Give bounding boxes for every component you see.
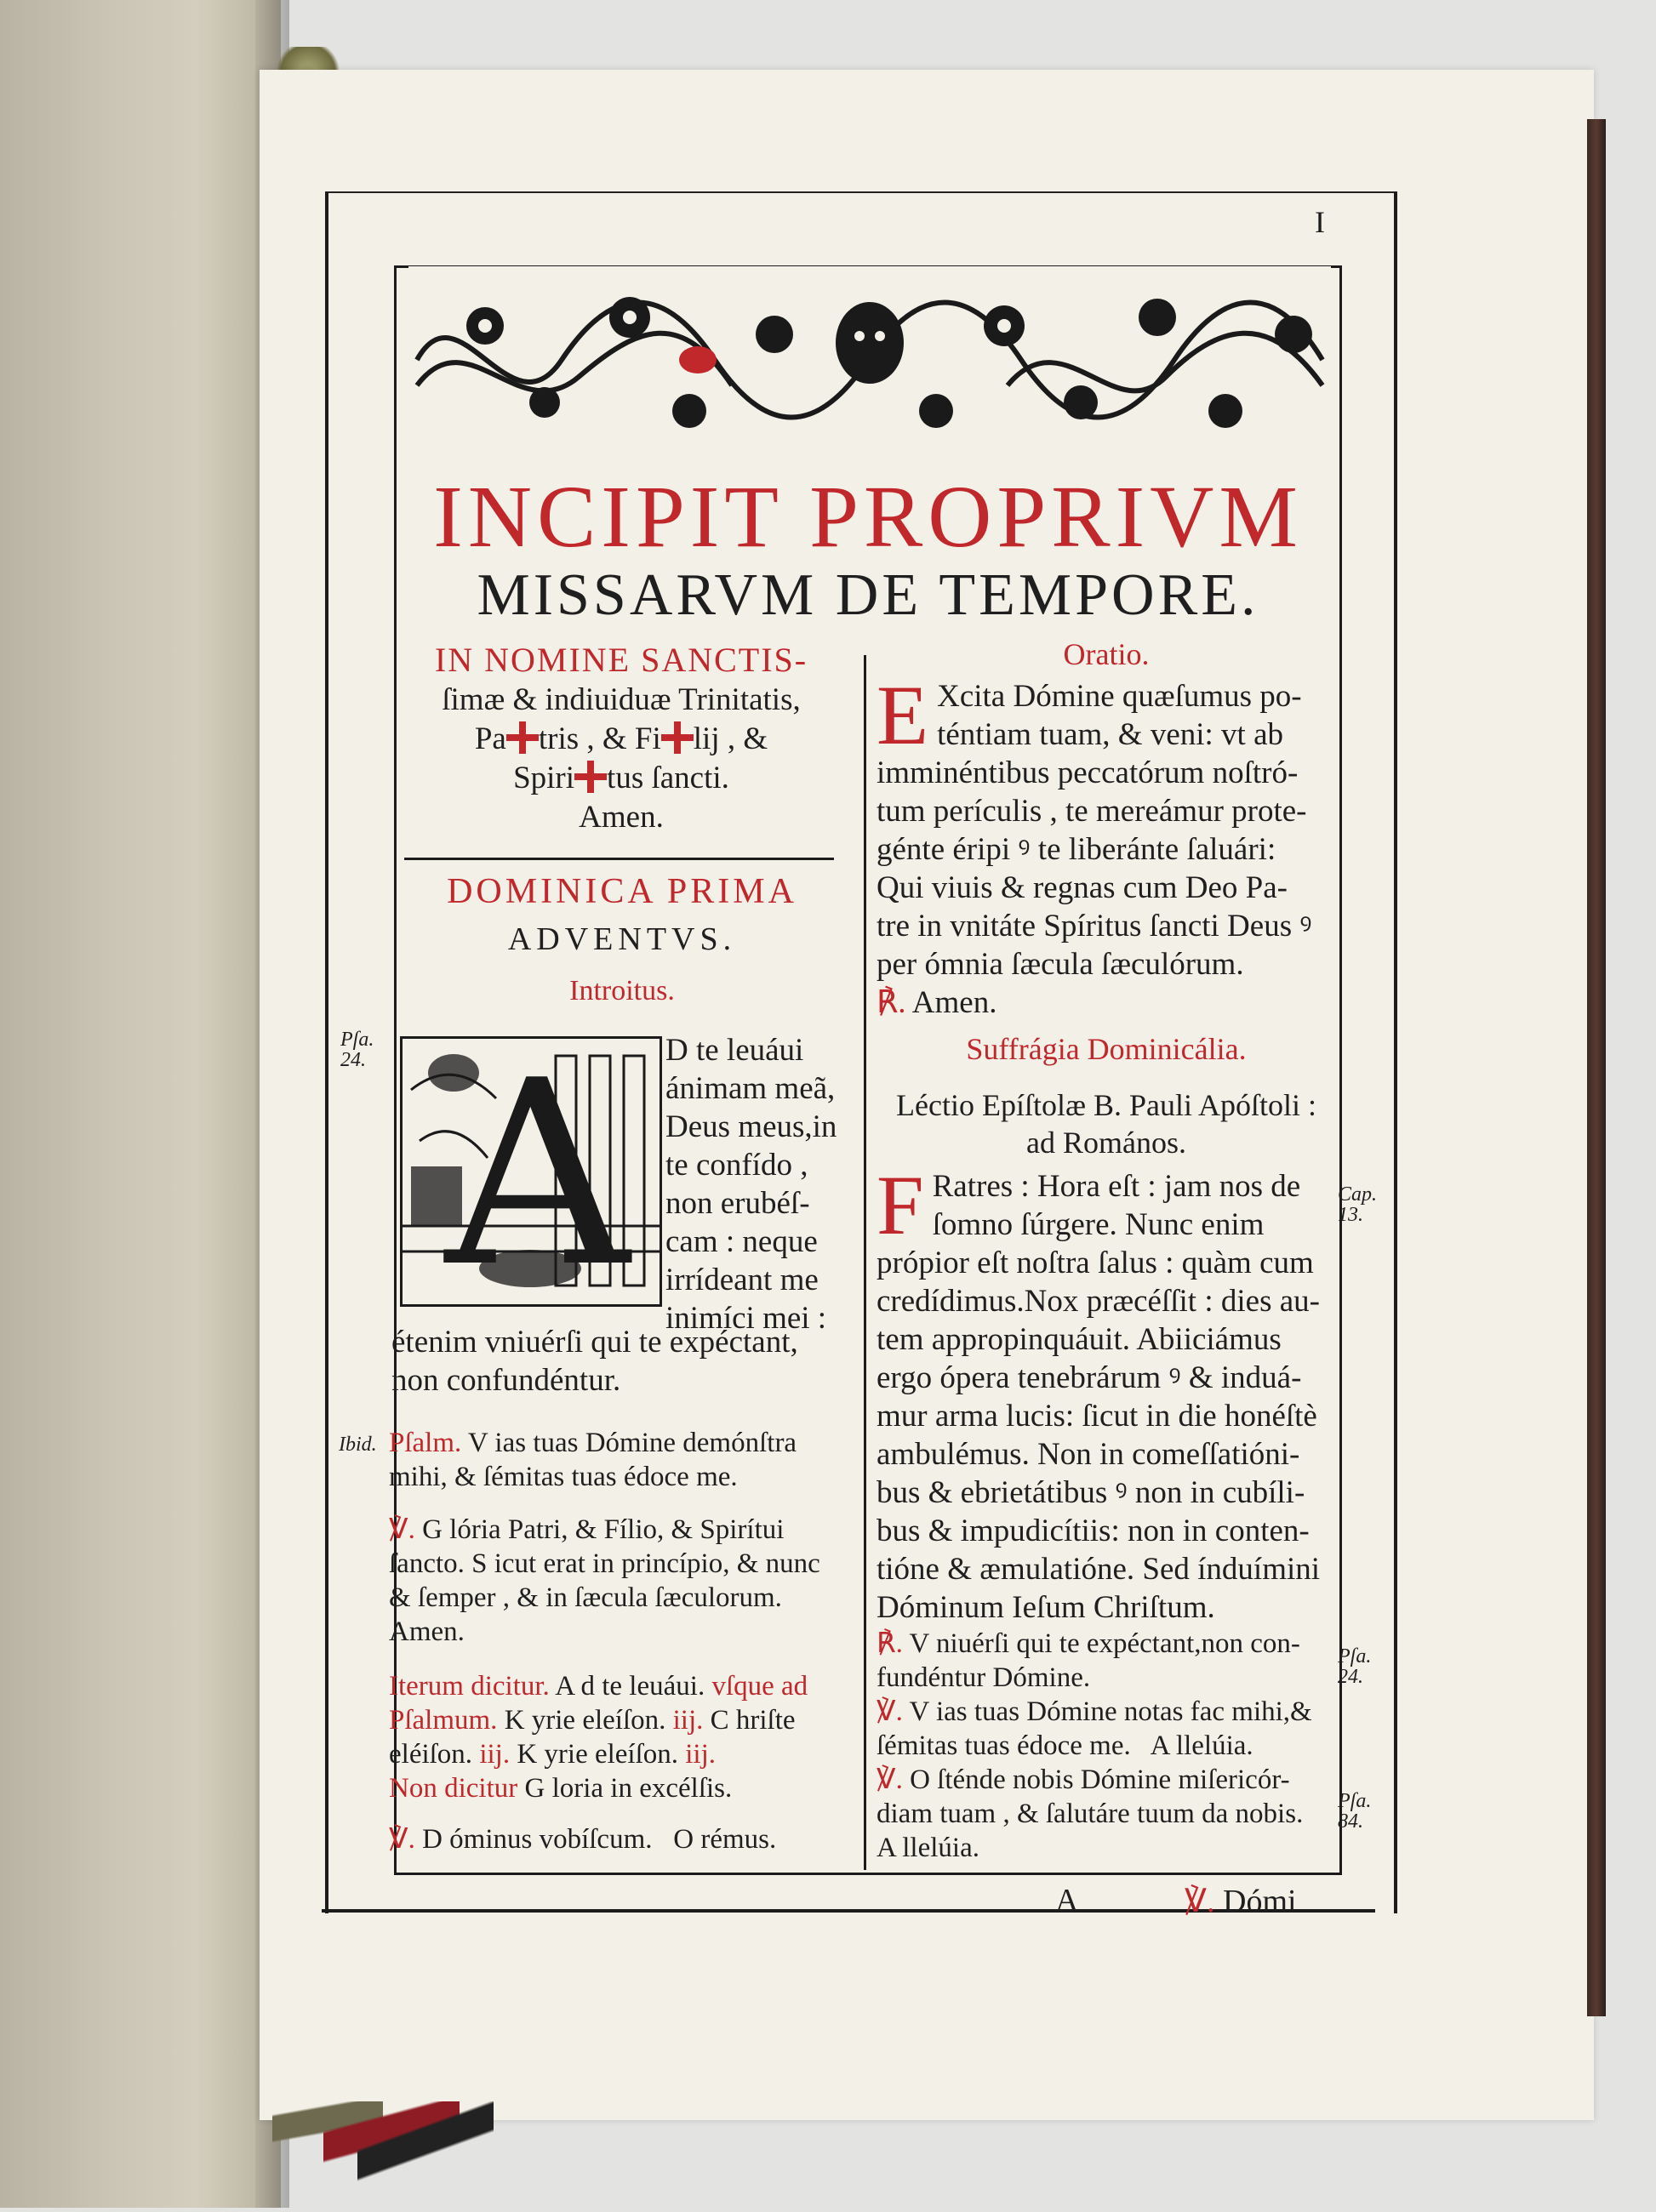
- drop-cap: E: [877, 668, 929, 762]
- rubric: Non dicitur: [389, 1773, 518, 1804]
- rubric: iij.: [479, 1739, 511, 1770]
- rubric-text: K yrie eleíſon.: [517, 1739, 679, 1770]
- text-line: te confído ,: [665, 1148, 808, 1183]
- rubric-text: G loria in excélſis.: [524, 1773, 733, 1804]
- amen-text: Amen.: [911, 985, 997, 1020]
- oratio-text: [877, 668, 1336, 1022]
- introitus-heading: Introitus.: [569, 975, 675, 1006]
- cross-icon: [506, 721, 539, 754]
- alleluia: A llelúia.: [877, 1833, 979, 1863]
- rubric: iij.: [672, 1705, 704, 1736]
- signature-mark: A: [1055, 1883, 1079, 1918]
- invocation-word: Spiri: [513, 761, 575, 795]
- dominica-subheading: ADVENTVS.: [507, 921, 737, 957]
- text-line: tum perículis , te mereámur prote-: [877, 794, 1307, 829]
- text-line: non erubéſ-: [665, 1186, 810, 1221]
- text-line: génte éripi ꝰ te liberánte ſaluári:: [877, 832, 1276, 867]
- text-line: non confundéntur.: [391, 1363, 621, 1398]
- text-line: ergo ópera tenebrárum ꝰ & induá-: [877, 1360, 1302, 1395]
- margin-note-text: Pſa.: [1338, 1645, 1372, 1668]
- epistle-text: [877, 1158, 1336, 1627]
- invocation-word: Pa: [474, 721, 506, 756]
- catchword-text: Dómi: [1223, 1884, 1297, 1919]
- text-line: mur arma lucis: ſicut in die honéſtè: [877, 1399, 1317, 1434]
- text-line: ánimam meã,: [665, 1071, 836, 1106]
- text-line: Xcita Dómine quæſumus po-: [937, 679, 1302, 714]
- invocation: [400, 640, 842, 837]
- graduale-text: V ias tuas Dómine notas fac mihi,&: [909, 1696, 1312, 1727]
- text-line: própior eſt noſtra ſalus : quàm cum: [877, 1246, 1314, 1280]
- text-line: tre in vnitáte Spíritus ſancti Deus ꝰ: [877, 909, 1312, 944]
- text-line: téntiam tuam, & veni: vt ab: [937, 717, 1284, 752]
- margin-note-ibid: Ibid.: [339, 1434, 377, 1456]
- introitus-continuation: [391, 1323, 842, 1400]
- margin-note-cap13: [1338, 1184, 1377, 1225]
- text-line: credídimus.Nox præcéſſit : dies au-: [877, 1284, 1320, 1319]
- psalm-label: Pſalm.: [389, 1428, 462, 1458]
- text-line: cam : neque: [665, 1224, 818, 1259]
- invocation-amen: Amen.: [579, 800, 664, 835]
- text-line: irrídeant me: [665, 1263, 819, 1297]
- graduale: [877, 1627, 1336, 1865]
- introitus-text: [665, 1031, 842, 1337]
- graduale-text: diam tuam , & ſalutáre tuum da nobis.: [877, 1799, 1304, 1829]
- margin-note-psa24-right: [1338, 1646, 1371, 1687]
- ribbon-marker: [357, 2101, 494, 2212]
- book-spine: [0, 0, 281, 2208]
- margin-note-text: 24.: [1338, 1666, 1363, 1688]
- rubric: Iterum dicitur.: [389, 1671, 550, 1702]
- graduale-text: ſémitas tuas édoce me.: [877, 1730, 1131, 1761]
- text-line: per ómnia ſæcula ſæculórum.: [877, 947, 1244, 982]
- psalm-text: V ias tuas Dómine demónſtra: [467, 1428, 797, 1458]
- gloria-text: ſancto. S icut erat in princípio, & nunc: [389, 1548, 820, 1579]
- rubric-text: C hriſte: [710, 1705, 796, 1736]
- text-line: Ratres : Hora eſt : jam nos de: [932, 1169, 1301, 1204]
- text-line: étenim vniuérſi qui te expéctant,: [391, 1325, 798, 1360]
- psalm-verse: [389, 1426, 848, 1494]
- cross-icon: [574, 761, 607, 793]
- text-line: D te leuáui: [665, 1033, 804, 1068]
- invocation-line: [400, 720, 842, 759]
- versicle-mark: ℣.: [389, 1514, 415, 1545]
- invocation-heading: IN NOMINE SANCTIS-: [434, 641, 808, 679]
- text-line: bus & impudicítiis: non in conten-: [877, 1514, 1310, 1548]
- catchword: [1185, 1882, 1297, 1920]
- response-mark: ℟.: [877, 1628, 903, 1659]
- suffragia-heading: Suffrágia Dominicália.: [966, 1032, 1247, 1066]
- rubric-text: A d te leuáui.: [555, 1671, 705, 1702]
- text-line: tem appropinquáuit. Abiiciámus: [877, 1322, 1282, 1357]
- rubric: iij.: [685, 1739, 717, 1770]
- margin-note-text: 24.: [340, 1049, 366, 1071]
- dominus-text: D óminus vobíſcum.: [422, 1824, 653, 1855]
- rubric-text: eléiſon.: [389, 1739, 473, 1770]
- ornamental-headpiece: [408, 266, 1331, 453]
- versicle-mark: ℣.: [389, 1824, 415, 1855]
- graduale-text: O ſténde nobis Dómine miſericór-: [910, 1764, 1290, 1795]
- oratio-heading: Oratio.: [1063, 637, 1150, 671]
- text-line: Dóminum Ieſum Chriſtum.: [877, 1590, 1215, 1625]
- initial-letter: A: [445, 1036, 630, 1307]
- rubric-text: K yrie eleíſon.: [504, 1705, 666, 1736]
- gloria-patri: [389, 1513, 848, 1649]
- text-line: imminéntibus peccatórum noſtró-: [877, 755, 1299, 790]
- text-line: bus & ebrietátibus ꝰ non in cubíli-: [877, 1475, 1305, 1510]
- text-line: Deus meus,in: [665, 1109, 837, 1144]
- versicle-mark: ℣.: [877, 1764, 903, 1795]
- margin-note-text: 84.: [1338, 1810, 1363, 1833]
- iterum-rubric: [389, 1669, 848, 1805]
- margin-note-text: Pſa.: [340, 1029, 374, 1051]
- alleluia: A llelúia.: [1150, 1730, 1253, 1761]
- cross-icon: [661, 721, 694, 754]
- versicle-mark: ℣.: [877, 1696, 903, 1727]
- invocation-line: ſimæ & indiuiduæ Trinitatis,: [442, 682, 801, 717]
- margin-note-text: Cap.: [1338, 1183, 1378, 1206]
- title-line-1: INCIPIT PROPRIVM: [433, 468, 1303, 566]
- gloria-text: G lória Patri, & Fílio, & Spirítui: [422, 1514, 785, 1545]
- invocation-word: lij , &: [693, 721, 768, 756]
- woodcut-initial: [400, 1036, 662, 1307]
- margin-note-text: 13.: [1338, 1204, 1363, 1226]
- rubric: Pſalmum.: [389, 1705, 498, 1736]
- lectio-line: Léctio Epíſtolæ B. Pauli Apóſtoli :: [896, 1088, 1316, 1122]
- page-number: I: [1315, 205, 1325, 239]
- gloria-text: Amen.: [389, 1616, 465, 1647]
- graduale-text: V niuérſi qui te expéctant,non con-: [909, 1628, 1300, 1659]
- lectio-heading: [877, 1086, 1336, 1161]
- versicle-mark: ℣.: [1185, 1884, 1215, 1919]
- drop-cap: F: [877, 1158, 924, 1252]
- section-rule: [404, 858, 834, 860]
- text-line: ſomno ſúrgere. Nunc enim: [932, 1207, 1265, 1242]
- text-line: tióne & æmulatióne. Sed índuímini: [877, 1552, 1321, 1587]
- response-mark: ℟.: [877, 985, 906, 1020]
- graduale-text: fundéntur Dómine.: [877, 1662, 1091, 1693]
- invocation-word: tus ſancti.: [607, 761, 729, 795]
- column-divider: [864, 655, 866, 1870]
- invocation-line: [400, 759, 842, 798]
- rubric: vſque ad: [711, 1671, 808, 1702]
- text-line: Qui viuis & regnas cum Deo Pa-: [877, 870, 1288, 905]
- margin-note-text: Pſa.: [1338, 1790, 1372, 1812]
- dominica-heading: DOMINICA PRIMA: [447, 872, 797, 911]
- invocation-word: tris , & Fi: [538, 721, 661, 756]
- page-edge: [1587, 119, 1606, 2016]
- title-line-2: MISSARVM DE TEMPORE.: [477, 562, 1259, 628]
- oremus-text: O rémus.: [673, 1824, 777, 1855]
- text-line: inimíci mei :: [665, 1301, 827, 1336]
- dominus-vobiscum: [389, 1822, 848, 1856]
- margin-note-psa84: [1338, 1791, 1371, 1832]
- psalm-text: mihi, & ſémitas tuas édoce me.: [389, 1462, 738, 1492]
- gloria-text: & ſemper , & in ſæcula ſæculorum.: [389, 1582, 782, 1613]
- margin-note-psa24: [340, 1029, 374, 1070]
- lectio-line: ad Romános.: [1026, 1126, 1186, 1160]
- text-line: ambulémus. Non in comeſſatióni-: [877, 1437, 1300, 1472]
